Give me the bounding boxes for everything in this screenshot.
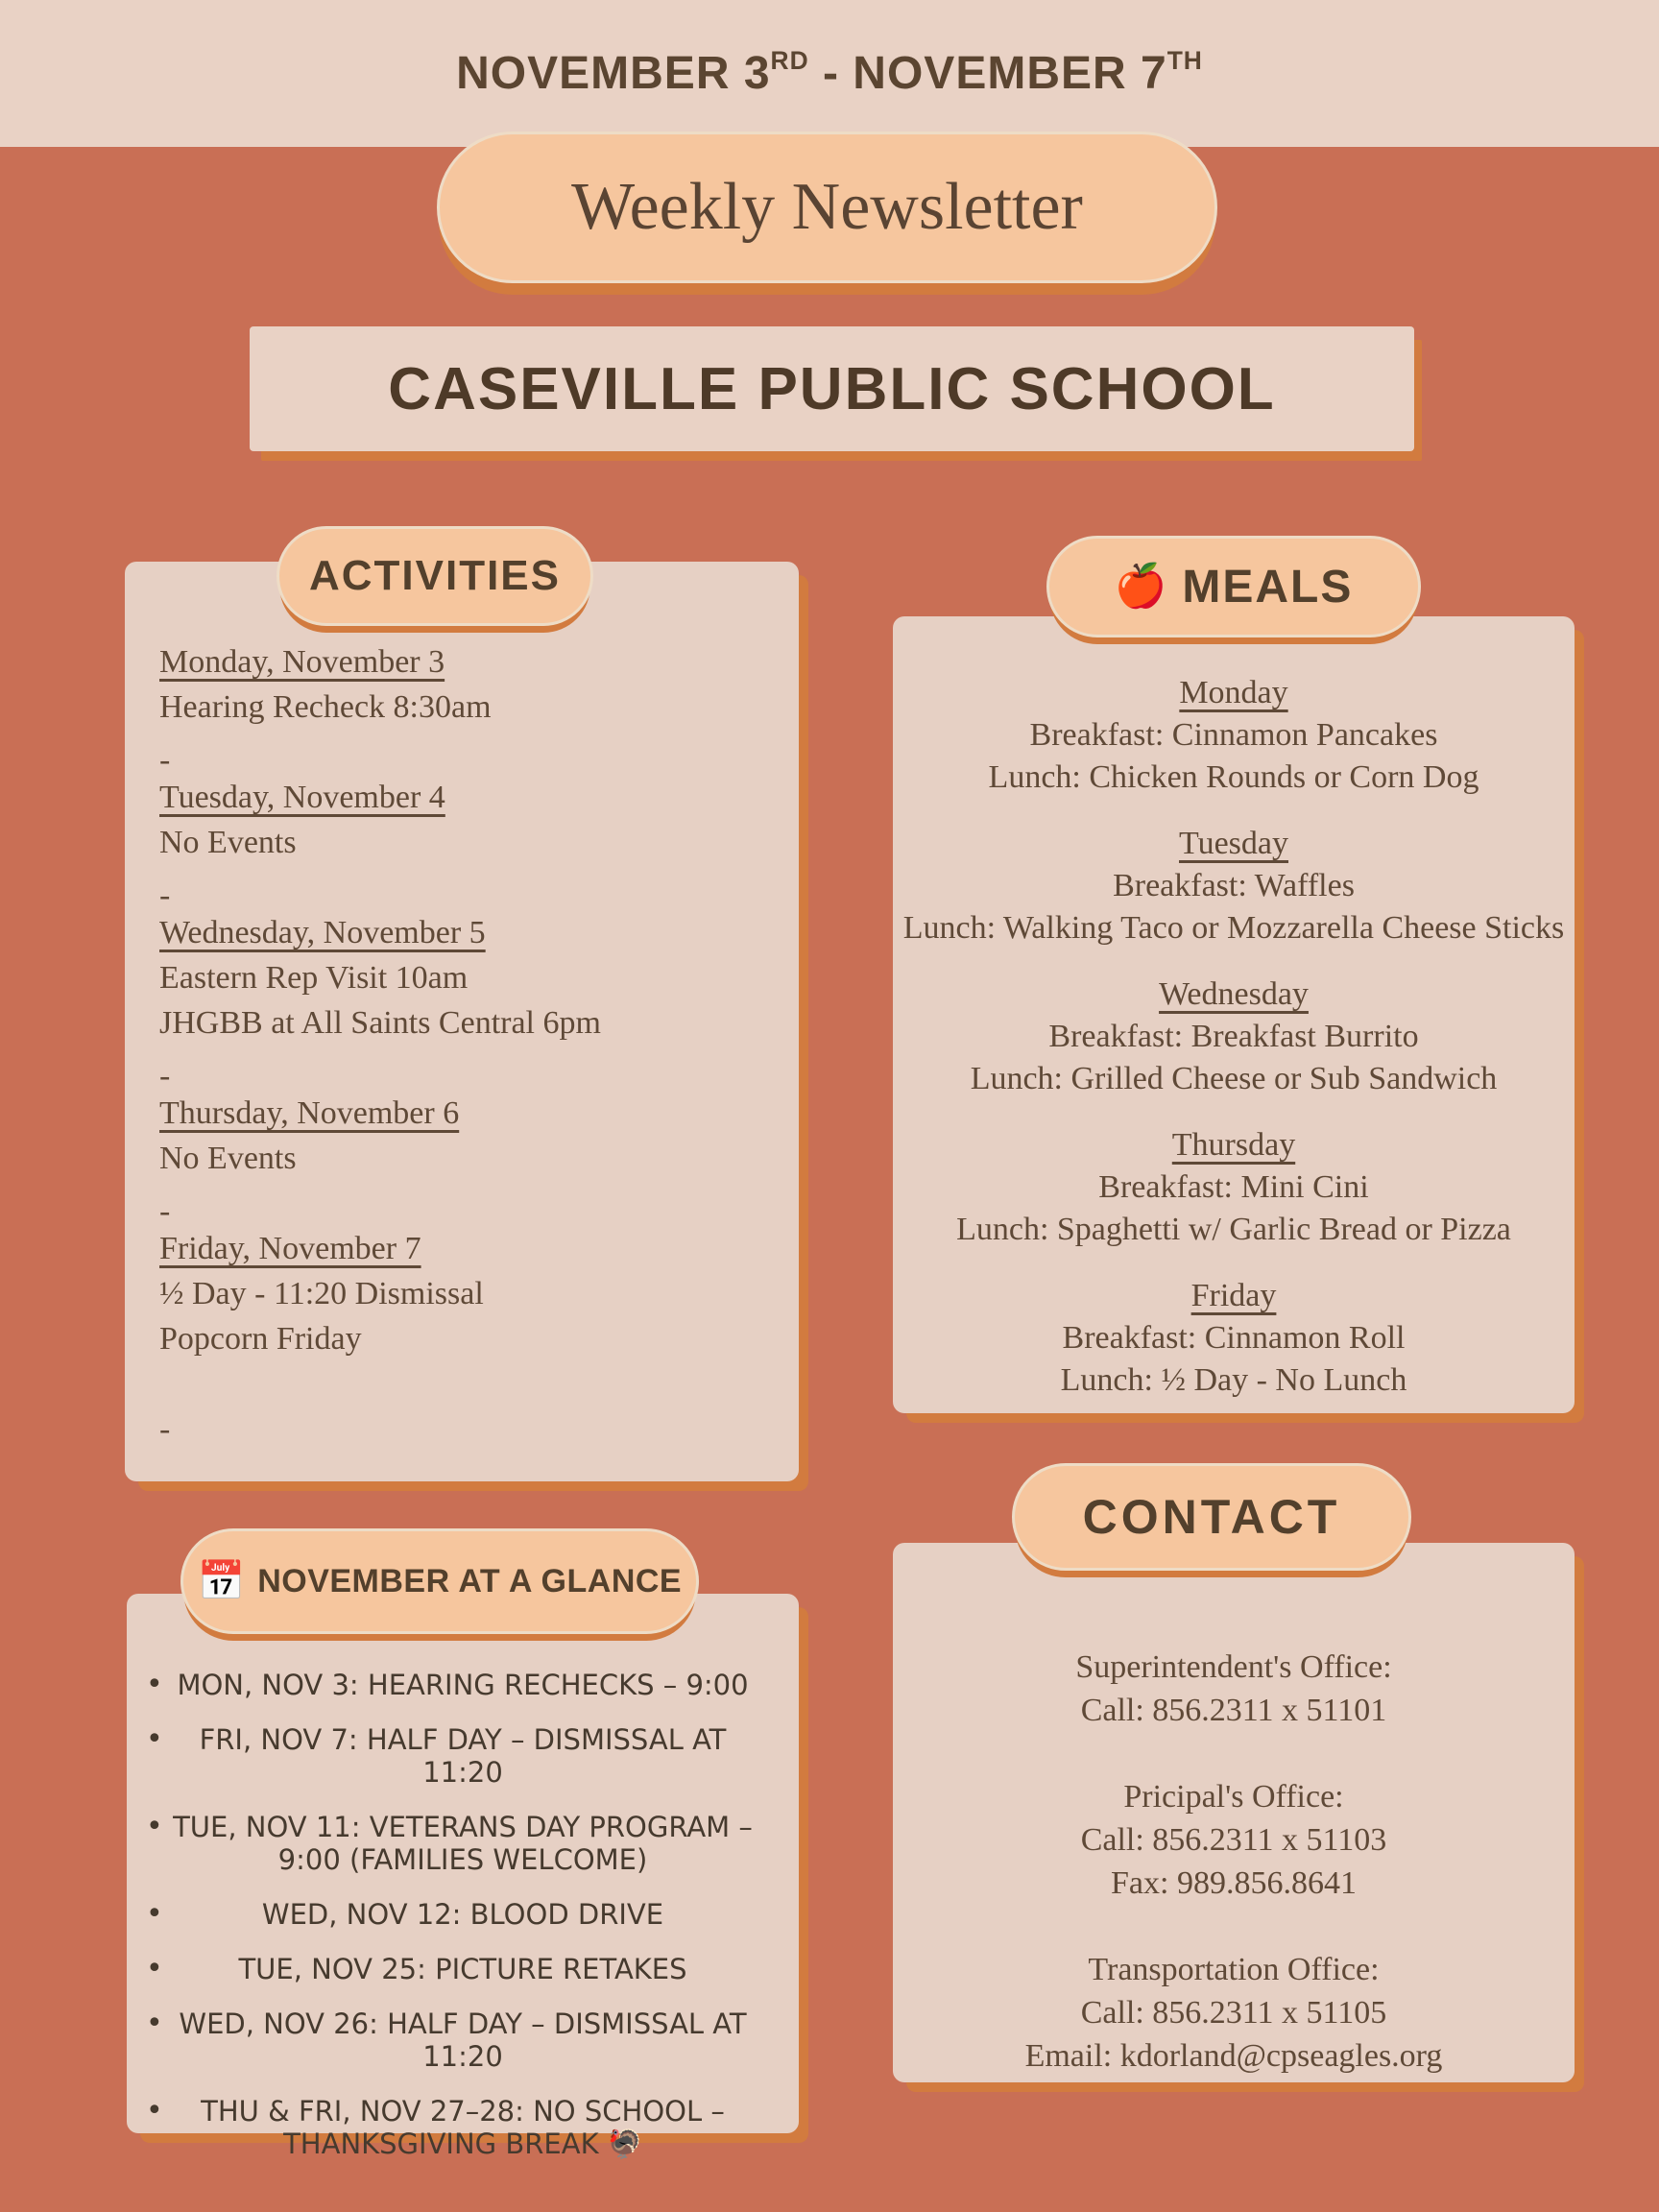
glance-list: [134, 1669, 791, 2182]
weekly-newsletter-pill: [437, 132, 1217, 283]
meal-day: [864, 974, 1603, 1100]
glance-item-text: WED, NOV 12: BLOOD DRIVE: [261, 1898, 664, 1931]
meal-lunch: Lunch: Walking Taco or Mozzarella Cheese Sticks: [902, 910, 1565, 946]
glance-item-text: WED, NOV 26: HALF DAY – DISMISSAL AT 11:20: [179, 2008, 747, 2073]
contact-line: Email: kdorland@cpseagles.org: [1024, 2038, 1443, 2074]
activities-event: Hearing Recheck 8:30am: [159, 689, 492, 725]
contact-line: Call: 856.2311 x 51105: [1080, 1995, 1387, 2031]
contact-header-pill: [1012, 1463, 1411, 1571]
calendar-icon: 📅: [197, 1560, 247, 1602]
glance-header-pill: [180, 1528, 699, 1634]
bullet-dot: •: [146, 1810, 163, 1843]
meal-day-heading: Thursday: [1171, 1127, 1296, 1163]
glance-item: [134, 1723, 791, 1789]
newsletter-title: Weekly Newsletter: [571, 170, 1083, 244]
meal-day: [864, 823, 1603, 950]
glance-item: [134, 1811, 791, 1876]
date-ordinal: RD: [770, 45, 809, 75]
meal-breakfast: Breakfast: Breakfast Burrito: [1048, 1019, 1419, 1054]
school-title-box: [250, 326, 1414, 451]
glance-item-text: TUE, NOV 25: PICTURE RETAKES: [238, 1953, 687, 1985]
separator-dash: -: [159, 878, 171, 913]
meals-header-pill: [1046, 536, 1421, 637]
date-part: NOVEMBER 3: [456, 48, 771, 99]
activities-group: [159, 775, 774, 913]
date-ordinal: TH: [1166, 45, 1203, 75]
meal-lunch: Lunch: Spaghetti w/ Garlic Bread or Pizza: [956, 1212, 1511, 1247]
activities-day-heading: Tuesday, November 4: [159, 780, 445, 815]
contact-info: [893, 1646, 1575, 2121]
contact-group: [893, 1948, 1575, 2078]
glance-item: [134, 2008, 791, 2073]
activities-group: [159, 639, 774, 778]
meal-day-heading: Wednesday: [1159, 976, 1309, 1012]
contact-line: Transportation Office:: [1088, 1952, 1380, 1987]
contact-line: Call: 856.2311 x 51103: [1080, 1822, 1387, 1858]
activities-event: No Events: [159, 1141, 297, 1176]
glance-item-text: MON, NOV 3: HEARING RECHECKS – 9:00: [177, 1669, 749, 1701]
meal-breakfast: Breakfast: Cinnamon Pancakes: [1029, 717, 1438, 753]
contact-line: Call: 856.2311 x 51101: [1080, 1693, 1387, 1728]
activities-list: [159, 639, 774, 1447]
glance-item-text: FRI, NOV 7: HALF DAY – DISMISSAL AT 11:20: [199, 1723, 727, 1789]
activities-header-pill: [276, 526, 593, 626]
activities-event: ½ Day - 11:20 Dismissal: [159, 1276, 484, 1311]
separator-dash: -: [159, 1193, 171, 1229]
meal-lunch: Lunch: Chicken Rounds or Corn Dog: [988, 759, 1479, 795]
meals-header: MEALS: [1182, 561, 1354, 613]
contact-group: [893, 1775, 1575, 1905]
meals-list: [864, 672, 1603, 1426]
activities-day-heading: Monday, November 3: [159, 644, 445, 680]
meal-breakfast: Breakfast: Waffles: [1113, 868, 1355, 903]
separator-dash: -: [159, 1058, 171, 1094]
activities-event: No Events: [159, 825, 297, 860]
separator-dash: -: [159, 1411, 171, 1447]
glance-item-text: THU & FRI, NOV 27–28: NO SCHOOL – THANKSGIVING BREAK 🦃: [201, 2095, 725, 2160]
date-banner: [0, 0, 1659, 147]
glance-item: [134, 1953, 791, 1985]
activities-day-heading: Wednesday, November 5: [159, 915, 486, 950]
bullet-dot: •: [146, 2007, 163, 2040]
activities-event: JHGBB at All Saints Central 6pm: [159, 1005, 601, 1041]
meal-day-heading: Monday: [1179, 675, 1288, 710]
glance-item: [134, 1898, 791, 1931]
glance-item-text: TUE, NOV 11: VETERANS DAY PROGRAM – 9:00 (FAMILIES WELCOME): [173, 1811, 753, 1876]
contact-line: Pricipal's Office:: [1123, 1779, 1344, 1815]
activities-day-heading: Thursday, November 6: [159, 1095, 460, 1131]
activities-event: Popcorn Friday: [159, 1321, 362, 1357]
contact-line: Fax: 989.856.8641: [1111, 1865, 1357, 1901]
meal-day-heading: Tuesday: [1179, 826, 1288, 861]
activities-event: Eastern Rep Visit 10am: [159, 960, 469, 996]
glance-item: [134, 2095, 791, 2160]
contact-line: Superintendent's Office:: [1075, 1649, 1392, 1685]
bullet-dot: •: [146, 1952, 163, 1985]
date-range: [0, 0, 1659, 147]
apple-icon: 🍎: [1114, 563, 1169, 610]
meal-lunch: Lunch: ½ Day - No Lunch: [1060, 1362, 1407, 1398]
bullet-dot: •: [146, 1897, 163, 1931]
meal-day: [864, 672, 1603, 799]
meal-day: [864, 1124, 1603, 1251]
activities-day-heading: Friday, November 7: [159, 1231, 421, 1266]
contact-group: [893, 1646, 1575, 1732]
glance-header: NOVEMBER AT A GLANCE: [257, 1562, 683, 1599]
bullet-dot: •: [146, 1722, 163, 1756]
meal-breakfast: Breakfast: Mini Cini: [1098, 1169, 1369, 1205]
contact-header: CONTACT: [1082, 1490, 1341, 1544]
school-name: CASEVILLE PUBLIC SCHOOL: [388, 355, 1276, 422]
meal-breakfast: Breakfast: Cinnamon Roll: [1062, 1320, 1406, 1356]
meal-lunch: Lunch: Grilled Cheese or Sub Sandwich: [970, 1061, 1498, 1096]
bullet-dot: •: [146, 1668, 163, 1701]
meal-day-heading: Friday: [1190, 1278, 1277, 1313]
bullet-dot: •: [146, 2094, 163, 2128]
meal-day: [864, 1275, 1603, 1402]
activities-header: ACTIVITIES: [308, 552, 562, 599]
activities-group: [159, 910, 774, 1094]
glance-item: [134, 1669, 791, 1701]
activities-group: [159, 1226, 774, 1447]
date-part: - NOVEMBER 7: [808, 48, 1167, 99]
separator-dash: -: [159, 742, 171, 778]
activities-group: [159, 1091, 774, 1229]
